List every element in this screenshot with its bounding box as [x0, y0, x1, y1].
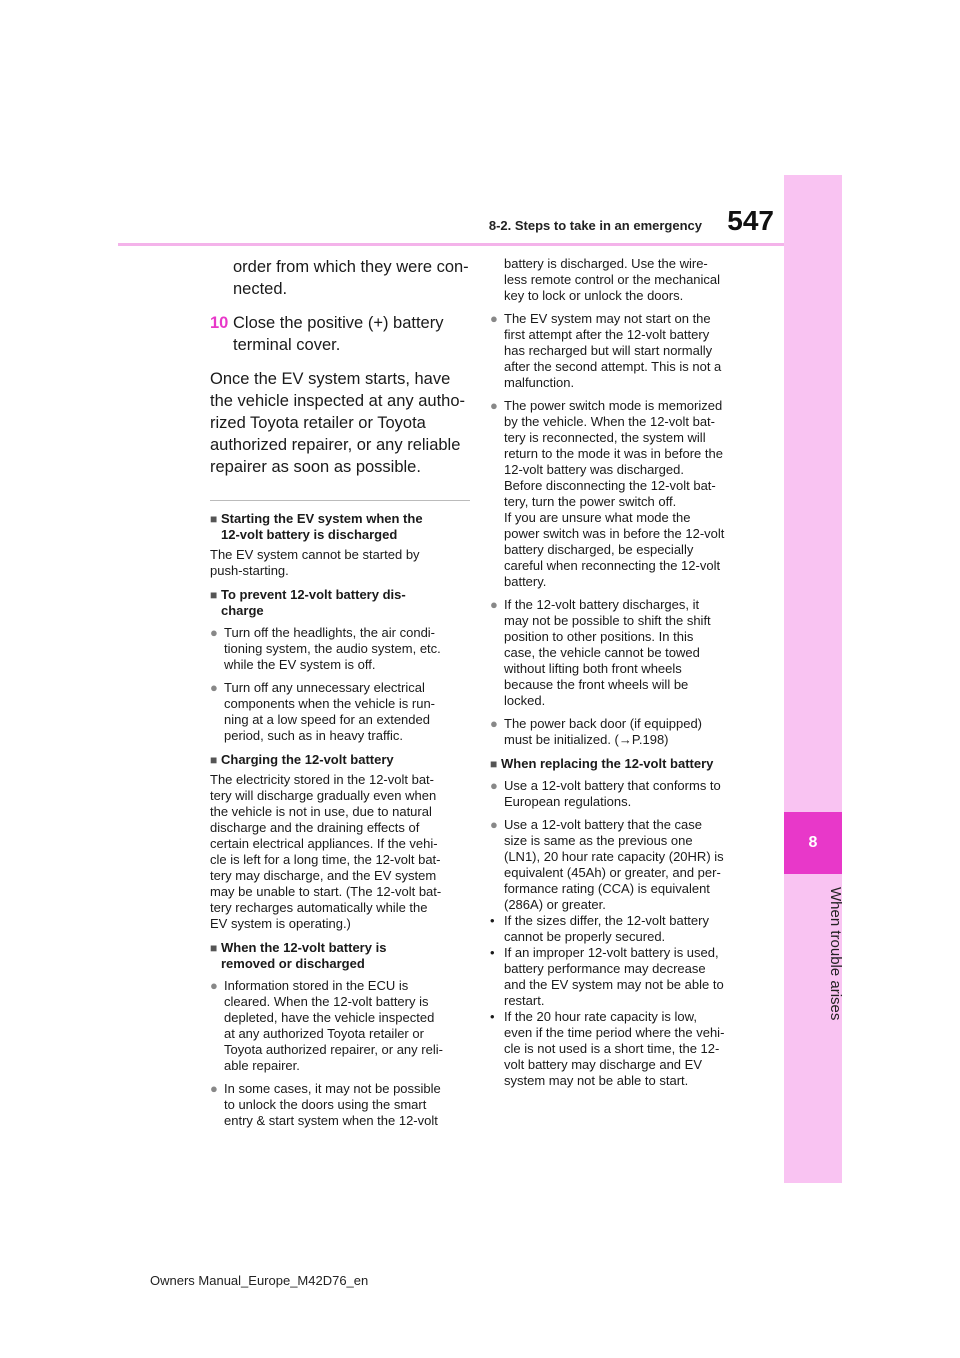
bullet-item: ● Use a 12-volt battery that conforms to European regulations.: [490, 778, 721, 809]
heading-starting-ev: ■ Starting the EV system when the 12-volt battery is discharged: [210, 511, 423, 542]
bullet-item: ● Use a 12-volt battery that the case size is same as the previous one (LN1), 20 hour rate capacity (20HR) is equivalent (45Ah) or greater, and per- formance rating (CCA) is equivalent (286A) or greater.: [490, 817, 724, 912]
bullet-item: ● Turn off any unnecessary electrical components when the vehicle is run- ning at a low speed for an extended period, such as in heavy traffic.: [210, 680, 436, 743]
left-column: [210, 256, 470, 1129]
step-10: [210, 312, 470, 356]
section-divider: [210, 500, 470, 501]
right-column: [490, 256, 752, 1089]
header-rule: [118, 243, 784, 246]
square-marker-icon: ■: [490, 757, 498, 771]
square-marker-icon: ■: [210, 753, 218, 767]
page-number: 547: [727, 205, 774, 236]
dot-icon: •: [490, 945, 495, 960]
bullet-icon: ●: [210, 1081, 218, 1096]
square-marker-icon: ■: [210, 941, 218, 955]
bullet-item: ● Turn off the headlights, the air condi- tioning system, the audio system, etc. while the EV system is off.: [210, 625, 441, 672]
bullet-icon: ●: [490, 597, 498, 612]
heading-removed-discharged: ■ When the 12-volt battery is removed or discharged: [210, 940, 387, 971]
sub-bullet-item: • If the 20 hour rate capacity is low, even if the time period where the vehi- cle is not used is a short time, the 12- volt battery may discharge and EV system may not be able to start.: [490, 1009, 725, 1088]
section-title: 8-2. Steps to take in an emergency: [488, 218, 702, 233]
bullet-icon: ●: [210, 680, 218, 695]
bullet-icon: ●: [490, 398, 498, 413]
paragraph-charging: The electricity stored in the 12-volt bat- tery will discharge gradually even when the vehicle is not in use, due to natural discharge and the draining effects of certain electrical appliances. If the vehi- cle is left for a long time, the 12-volt bat- tery may discharge, and the EV system may be unable to start. (The 12-volt bat- tery recharges automatically while the EV system is operating.): [210, 772, 442, 931]
sub-bullet-item: • If an improper 12-volt battery is used, battery performance may decrease and the EV system may not be able to restart.: [490, 945, 724, 1008]
heading-prevent-discharge: ■ To prevent 12-volt battery dis- charge: [210, 587, 406, 618]
bullet-item: ● In some cases, it may not be possible to unlock the doors using the smart entry & start system when the 12-volt: [210, 1081, 441, 1128]
step-text: Close the positive (+) battery terminal cover.: [233, 314, 444, 354]
chapter-side-tab: [784, 175, 842, 1183]
dot-icon: •: [490, 1009, 495, 1024]
sub-bullet-item: • If the sizes differ, the 12-volt battery cannot be properly secured.: [490, 913, 709, 944]
step-number: 10: [210, 314, 229, 332]
bullet-icon: ●: [490, 817, 498, 832]
dot-icon: •: [490, 913, 495, 928]
bullet-item: ● The EV system may not start on the first attempt after the 12-volt battery has recharged but will start normally after the second attempt. This is not a malfunction.: [490, 311, 722, 390]
bullet-icon: ●: [490, 716, 498, 731]
square-marker-icon: ■: [210, 512, 218, 526]
chapter-number: 8: [784, 812, 842, 874]
bullet-icon: ●: [210, 625, 218, 640]
bullet-item: ● If the 12-volt battery discharges, it may not be possible to shift the shift position to other positions. In this case, the vehicle cannot be towed without lifting both front wheels because the front wheels will be locked.: [490, 597, 711, 708]
paragraph-push-starting: The EV system cannot be started by push-starting.: [210, 547, 420, 578]
bullet-icon: ●: [490, 778, 498, 793]
page-reference-link[interactable]: must be initialized. (→P.198): [504, 732, 669, 747]
continued-bullet: battery is discharged. Use the wire- less remote control or the mechanical key to lock or unlock the doors.: [504, 256, 721, 303]
bullet-item: ● The power back door (if equipped) must be initialized. (→P.198): [490, 716, 752, 748]
bullet-item: ● Information stored in the ECU is cleared. When the 12-volt battery is depleted, have the vehicle inspected at any authorized Toyota retailer or Toyota authorized repairer, or any reli- able repairer.: [210, 978, 443, 1073]
footer-manual-id: Owners Manual_Europe_M42D76_en: [150, 1273, 369, 1288]
inspection-paragraph: Once the EV system starts, have the vehicle inspected at any autho- rized Toyota retailer or Toyota authorized repairer, or any reliable repairer as soon as possible.: [210, 370, 466, 476]
heading-replacing-battery: ■ When replacing the 12-volt battery: [490, 756, 714, 771]
continued-text: order from which they were con- nected.: [233, 258, 469, 298]
bullet-icon: ●: [210, 978, 218, 993]
chapter-label: When trouble arises: [827, 887, 844, 1021]
square-marker-icon: ■: [210, 588, 218, 602]
heading-charging: ■ Charging the 12-volt battery: [210, 752, 394, 767]
bullet-item: ● The power switch mode is memorized by the vehicle. When the 12-volt bat- tery is reconnected, the system will return to the mode it was in before the 12-volt battery was discharged. Before disconnecting the 12-volt bat- tery, turn the power switch off. If you are unsure what mode the power switch was in before the 12-volt battery discharged, be especially careful when reconnecting the 12-volt battery.: [490, 398, 725, 589]
bullet-icon: ●: [490, 311, 498, 326]
